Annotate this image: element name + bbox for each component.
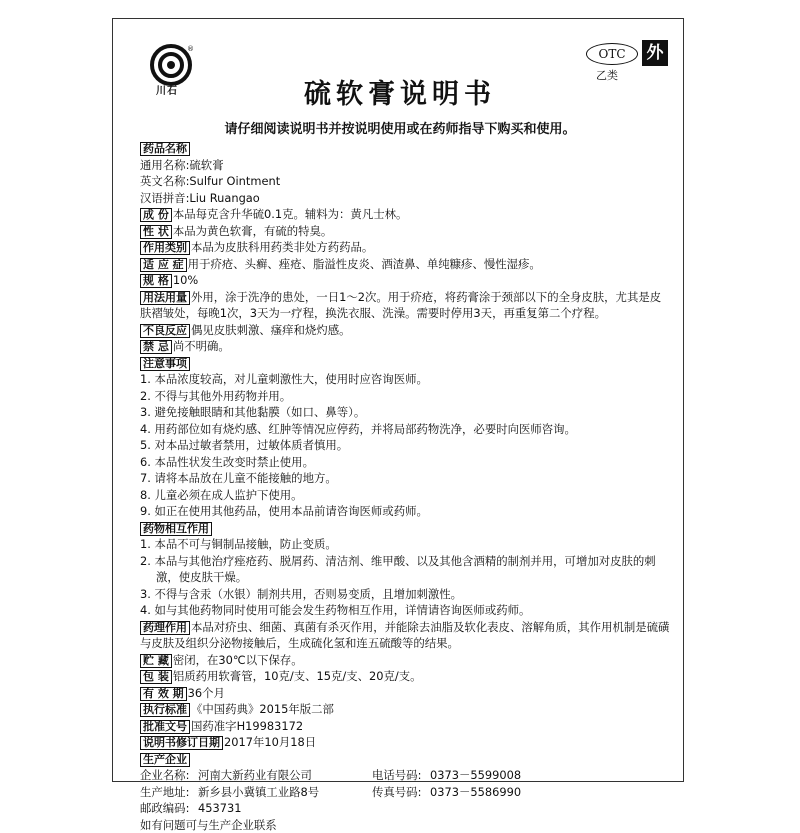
precaution-item: 1. 本品浓度较高，对儿童刺激性大，使用时应咨询医师。 xyxy=(140,371,670,388)
company-name: 河南大新药业有限公司 xyxy=(198,768,312,782)
section-label-pharmacology: 药理作用 xyxy=(140,621,190,635)
precaution-item: 5. 对本品过敏者禁用，过敏体质者慎用。 xyxy=(140,437,670,454)
pinyin-row: 汉语拼音:Liu Ruangao xyxy=(140,190,670,207)
company-address: 新乡县小冀镇工业路8号 xyxy=(198,785,319,799)
interaction-item: 3. 不得与含汞（水银）制剂共用，否则易变质，且增加刺激性。 xyxy=(140,586,670,603)
contact-note: 如有问题可与生产企业联系 xyxy=(140,817,670,833)
approval-text: 国药准字H19983172 xyxy=(191,719,303,733)
section-label-revision: 说明书修订日期 xyxy=(140,736,223,750)
section-label-package: 包 装 xyxy=(140,670,172,684)
company-fax: 0373－5586990 xyxy=(430,785,521,799)
section-label-usage: 用法用量 xyxy=(140,291,190,305)
precaution-item: 4. 用药部位如有烧灼感、红肿等情况应停药，并将局部药物洗净，必要时向医师咨询。 xyxy=(140,421,670,438)
leaflet-content xyxy=(140,140,670,833)
precaution-item: 8. 儿童必须在成人监护下使用。 xyxy=(140,487,670,504)
category-text: 本品为皮肤科用药类非处方药药品。 xyxy=(191,240,373,254)
precaution-item: 3. 避免接触眼睛和其他黏膜（如口、鼻等）。 xyxy=(140,404,670,421)
generic-name: 硫软膏 xyxy=(189,158,223,172)
external-use-badge: 外 xyxy=(642,40,668,66)
company-phone: 0373－5599008 xyxy=(430,768,521,782)
package-text: 铝质药用软膏管，10克/支、15克/支、20克/支。 xyxy=(173,669,422,683)
spec-text: 10% xyxy=(173,273,198,287)
section-label-precautions: 注意事项 xyxy=(140,357,190,371)
pharmacology-text: 本品对疥虫、细菌、真菌有杀灭作用，并能除去油脂及软化表皮、溶解角质，其作用机制是硫磺与皮肤及组织分泌物接触后，生成硫化氢和连五硫酸等的结果。 xyxy=(140,620,669,651)
section-label-spec: 规 格 xyxy=(140,274,172,288)
interaction-item: 4. 如与其他药物同时使用可能会发生药物相互作用，详情请咨询医师或药师。 xyxy=(140,602,670,619)
revision-text: 2017年10月18日 xyxy=(224,735,316,749)
manufacturer-info: 企业名称: 河南大新药业有限公司 生产地址: 新乡县小冀镇工业路8号 邮政编码: 453731 电话号码: 0373－5599008 传真号码: 0373－5586990 xyxy=(140,767,670,817)
generic-name-row: 通用名称:硫软膏 xyxy=(140,157,670,174)
english-name: Sulfur Ointment xyxy=(189,174,280,188)
contraindications-text: 尚不明确。 xyxy=(173,339,230,353)
otc-class-label: 乙类 xyxy=(596,67,618,83)
page-title: 硫软膏说明书 xyxy=(0,72,800,111)
adverse-text: 偶见皮肤刺激、瘙痒和烧灼感。 xyxy=(191,323,350,337)
standard-text: 《中国药典》2015年版二部 xyxy=(191,702,334,716)
pinyin-name: Liu Ruangao xyxy=(189,191,259,205)
section-label-interactions: 药物相互作用 xyxy=(140,522,212,536)
section-label-storage: 贮 藏 xyxy=(140,654,172,668)
section-label-adverse: 不良反应 xyxy=(140,324,190,338)
ingredients-text: 本品每克含升华硫0.1克。辅料为：黄凡士林。 xyxy=(173,207,408,221)
precaution-item: 2. 不得与其他外用药物并用。 xyxy=(140,388,670,405)
english-name-row: 英文名称:Sulfur Ointment xyxy=(140,173,670,190)
interaction-item: 1. 本品不可与铜制品接触，防止变质。 xyxy=(140,536,670,553)
precaution-item: 7. 请将本品放在儿童不能接触的地方。 xyxy=(140,470,670,487)
storage-text: 密闭，在30℃以下保存。 xyxy=(173,653,303,667)
section-label-approval: 批准文号 xyxy=(140,720,190,734)
section-label-manufacturer: 生产企业 xyxy=(140,753,190,767)
section-label-standard: 执行标准 xyxy=(140,703,190,717)
section-label-ingredients: 成 份 xyxy=(140,208,172,222)
precaution-item: 6. 本品性状发生改变时禁止使用。 xyxy=(140,454,670,471)
section-label-category: 作用类别 xyxy=(140,241,190,255)
section-label-drug-name: 药品名称 xyxy=(140,142,190,156)
precaution-item: 9. 如正在使用其他药品，使用本品前请咨询医师或药师。 xyxy=(140,503,670,520)
interaction-item: 2. 本品与其他治疗痤疮药、脱屑药、清洁剂、维甲酸、以及其他含酒精的制剂并用，可增加对皮肤的刺激，使皮肤干燥。 xyxy=(140,553,670,586)
validity-text: 36个月 xyxy=(188,686,225,700)
logo-text: 川石 xyxy=(156,82,178,97)
otc-badge: OTC xyxy=(586,43,638,65)
section-label-validity: 有 效 期 xyxy=(140,687,187,701)
indications-text: 用于疥疮、头癣、痤疮、脂溢性皮炎、酒渣鼻、单纯糠疹、慢性湿疹。 xyxy=(188,257,541,271)
section-label-appearance: 性 状 xyxy=(140,225,172,239)
usage-text: 外用，涂于洗净的患处，一日1～2次。用于疥疮，将药膏涂于颈部以下的全身皮肤，尤其是皮肤褶皱处，每晚1次，3天为一疗程，换洗衣服、洗澡。需要时停用3天，再重复第二个疗程。 xyxy=(140,290,661,321)
usage-notice: 请仔细阅读说明书并按说明使用或在药师指导下购买和使用。 xyxy=(0,118,800,137)
svg-text:®: ® xyxy=(187,45,194,53)
section-label-contraindications: 禁 忌 xyxy=(140,340,172,354)
section-label-indications: 适 应 症 xyxy=(140,258,187,272)
company-postcode: 453731 xyxy=(198,801,241,815)
appearance-text: 本品为黄色软膏，有硫的特臭。 xyxy=(173,224,332,238)
